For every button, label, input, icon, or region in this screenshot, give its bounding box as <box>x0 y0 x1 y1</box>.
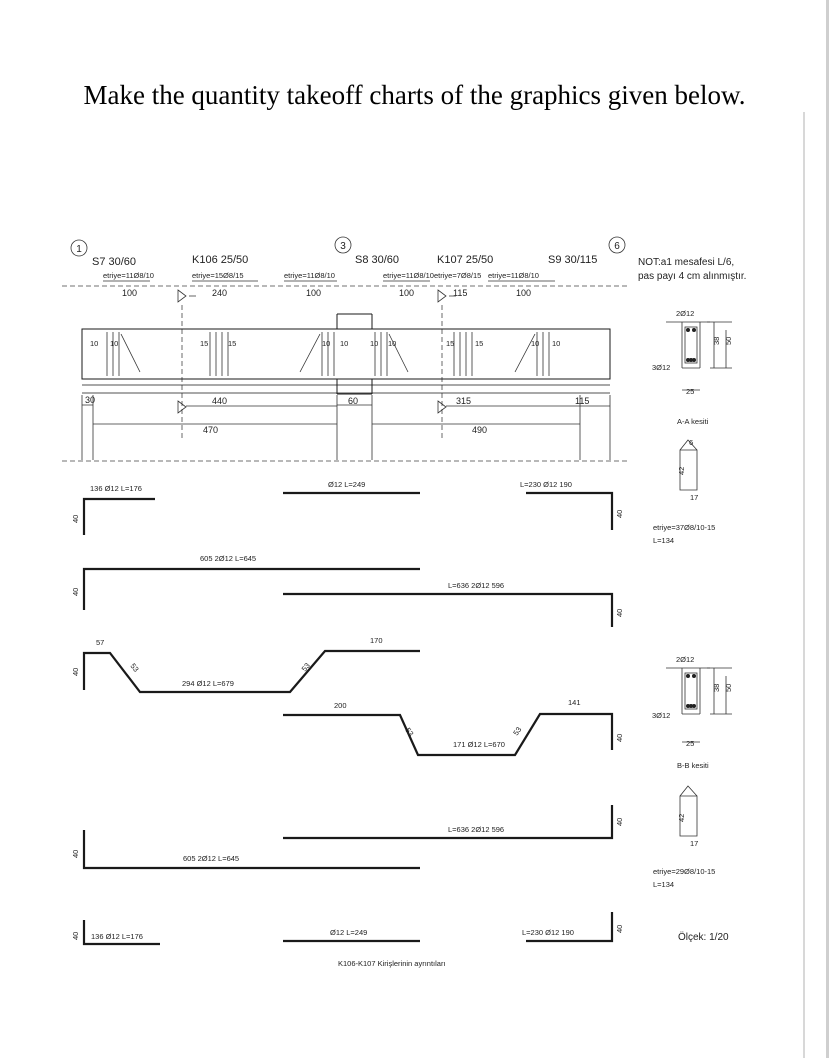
dim-bottom-60: 60 <box>348 396 359 406</box>
section-arrow-a-top <box>178 290 196 302</box>
svg-text:L=230 Ø12 190: L=230 Ø12 190 <box>522 928 574 937</box>
bar-12 <box>522 912 624 941</box>
beam-mark: 15 <box>228 339 237 348</box>
dim-top-6: 100 <box>516 288 532 298</box>
dim-bottom-115: 115 <box>575 396 590 406</box>
svg-text:42: 42 <box>677 466 686 475</box>
svg-text:3Ø12: 3Ø12 <box>652 363 671 372</box>
svg-text:B-B kesiti: B-B kesiti <box>677 761 709 770</box>
beam-mark: 15 <box>200 339 209 348</box>
beam-mark: 10 <box>370 339 379 348</box>
svg-text:40: 40 <box>615 608 624 617</box>
svg-text:50: 50 <box>724 336 733 345</box>
svg-text:40: 40 <box>615 509 624 518</box>
svg-text:40: 40 <box>615 733 624 742</box>
note-line-2: pas payı 4 cm alınmıştır. <box>638 271 747 282</box>
svg-text:3Ø12: 3Ø12 <box>652 711 671 720</box>
svg-text:etriye=37Ø8/10-15: etriye=37Ø8/10-15 <box>653 523 716 532</box>
svg-text:6: 6 <box>614 241 620 252</box>
section-b-b <box>652 655 733 889</box>
svg-text:L=636 2Ø12 596: L=636 2Ø12 596 <box>448 581 505 590</box>
beam-mark: 10 <box>340 339 349 348</box>
bar-1 <box>71 484 155 535</box>
bar-9 <box>71 830 420 868</box>
svg-text:Ø12 L=249: Ø12 L=249 <box>328 480 366 489</box>
svg-text:40: 40 <box>71 514 80 523</box>
scale-label: Ölçek: 1/20 <box>678 932 729 943</box>
beam-mark: 10 <box>552 339 561 348</box>
bar-5 <box>283 581 624 627</box>
label-k106: K106 25/50 <box>192 254 249 266</box>
svg-text:171 Ø12 L=670: 171 Ø12 L=670 <box>453 740 505 749</box>
stirrup-label-2: etriye=15Ø8/15 <box>192 271 244 280</box>
dim-bottom-440: 440 <box>212 396 228 406</box>
section-a-a <box>652 309 733 545</box>
svg-text:Ø12 L=249: Ø12 L=249 <box>330 928 368 937</box>
svg-text:40: 40 <box>71 849 80 858</box>
svg-text:170: 170 <box>370 636 383 645</box>
stirrup-label-5: etriye=7Ø8/15 <box>434 271 482 280</box>
dim-top-3: 100 <box>306 288 322 298</box>
beam-mark: 10 <box>90 339 99 348</box>
svg-text:40: 40 <box>615 924 624 933</box>
beam-mark: 10 <box>531 339 540 348</box>
dim-bottom-30: 30 <box>85 395 96 405</box>
svg-text:L=134: L=134 <box>653 536 675 545</box>
bar-11 <box>283 928 420 941</box>
svg-text:L=230 Ø12 190: L=230 Ø12 190 <box>520 480 572 489</box>
drawing-caption: K106-K107 Kirişlerinin ayrıntıları <box>338 959 446 968</box>
svg-text:40: 40 <box>71 667 80 676</box>
beam-mark: 10 <box>322 339 331 348</box>
label-k107: K107 25/50 <box>437 254 494 266</box>
svg-text:3: 3 <box>340 241 346 252</box>
bar-2 <box>283 480 420 493</box>
stirrup-label-3: etriye=11Ø8/10 <box>284 271 335 280</box>
bar-3 <box>520 480 624 530</box>
stirrup-label-4: etriye=11Ø8/10 <box>383 271 434 280</box>
axis-marker-6 <box>609 237 625 253</box>
dim-bottom-470: 470 <box>203 425 219 435</box>
svg-text:53: 53 <box>403 725 416 738</box>
beam-mark: 10 <box>388 339 397 348</box>
dim-top-2: 240 <box>212 288 228 298</box>
dim-top-4: 100 <box>399 288 415 298</box>
svg-text:141: 141 <box>568 698 581 707</box>
svg-text:53: 53 <box>128 661 141 674</box>
svg-text:57: 57 <box>96 638 105 647</box>
svg-text:2Ø12: 2Ø12 <box>676 309 695 318</box>
dim-bottom-315: 315 <box>456 396 472 406</box>
svg-text:25: 25 <box>686 387 695 396</box>
svg-text:38: 38 <box>712 683 721 692</box>
bar-6-bent <box>71 636 420 692</box>
beam-mark: 15 <box>475 339 484 348</box>
svg-text:6: 6 <box>689 438 694 447</box>
label-s7: S7 30/60 <box>92 256 137 268</box>
svg-text:50: 50 <box>724 683 733 692</box>
stirrup-label-6: etriye=11Ø8/10 <box>488 271 539 280</box>
svg-text:2Ø12: 2Ø12 <box>676 655 695 664</box>
svg-text:L=134: L=134 <box>653 880 675 889</box>
svg-text:294 Ø12 L=679: 294 Ø12 L=679 <box>182 679 234 688</box>
svg-text:53: 53 <box>511 725 524 738</box>
axis-marker-3 <box>335 237 351 253</box>
svg-text:605 2Ø12 L=645: 605 2Ø12 L=645 <box>183 854 240 863</box>
note-line-1: NOT:a1 mesafesi L/6, <box>638 257 735 268</box>
label-s9: S9 30/115 <box>548 254 598 266</box>
svg-text:136 Ø12 L=176: 136 Ø12 L=176 <box>91 932 143 941</box>
axis-marker-1 <box>71 240 87 256</box>
svg-text:42: 42 <box>677 813 686 822</box>
svg-text:25: 25 <box>686 739 695 748</box>
svg-text:1: 1 <box>76 244 82 255</box>
svg-text:200: 200 <box>334 701 347 710</box>
stirrup-label-1: etriye=11Ø8/10 <box>103 271 154 280</box>
svg-text:17: 17 <box>690 493 699 502</box>
label-s8: S8 30/60 <box>355 254 400 266</box>
svg-text:A-A kesiti: A-A kesiti <box>677 417 709 426</box>
svg-text:etriye=29Ø8/10-15: etriye=29Ø8/10-15 <box>653 867 716 876</box>
beam-mark: 10 <box>110 339 119 348</box>
svg-text:38: 38 <box>712 336 721 345</box>
svg-text:136 Ø12 L=176: 136 Ø12 L=176 <box>90 484 142 493</box>
svg-text:L=636 2Ø12 596: L=636 2Ø12 596 <box>448 825 505 834</box>
beam-mark: 15 <box>446 339 455 348</box>
svg-text:17: 17 <box>690 839 699 848</box>
page-heading: Make the quantity takeoff charts of the graphics given below. <box>83 80 746 110</box>
svg-text:605 2Ø12 L=645: 605 2Ø12 L=645 <box>200 554 257 563</box>
svg-text:53: 53 <box>299 661 312 674</box>
beam-elevation <box>82 314 610 394</box>
dim-bottom-490: 490 <box>472 425 488 435</box>
svg-text:40: 40 <box>615 817 624 826</box>
dim-top-1: 100 <box>122 288 138 298</box>
svg-text:40: 40 <box>71 587 80 596</box>
bar-8 <box>283 805 624 838</box>
bar-10 <box>71 920 160 944</box>
bar-4 <box>71 554 420 610</box>
dim-top-5: 115 <box>453 288 468 298</box>
bar-7-bent <box>283 698 624 755</box>
svg-text:40: 40 <box>71 931 80 940</box>
